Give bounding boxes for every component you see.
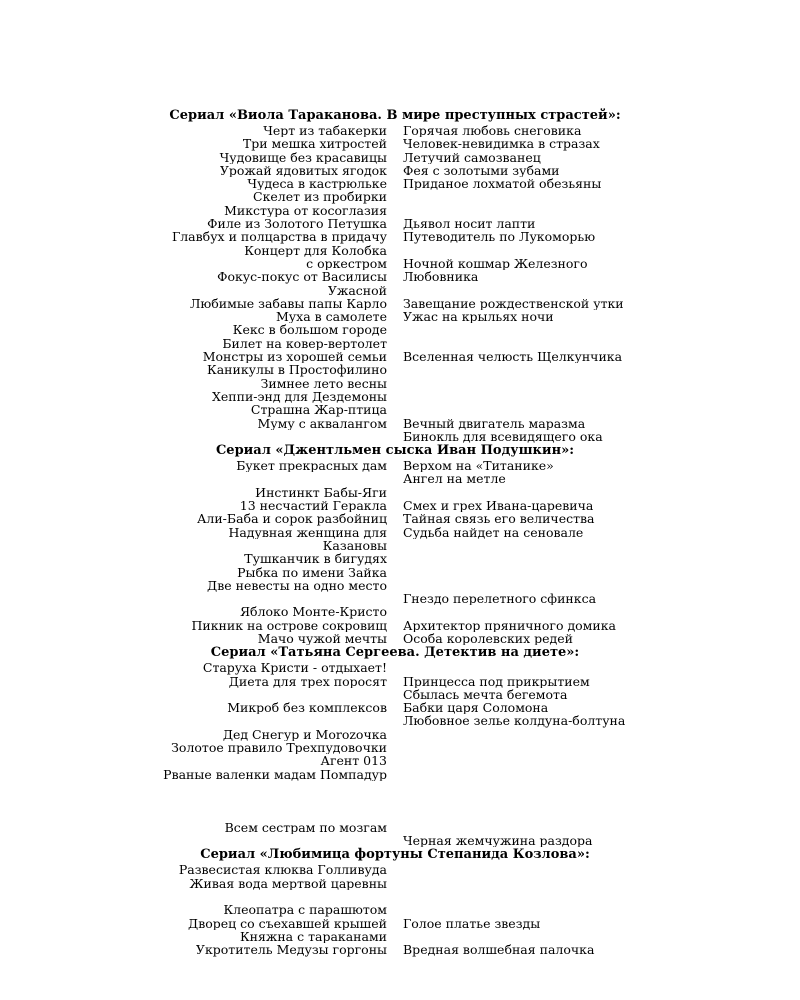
book-title: Ужас на крыльях ночи	[403, 310, 554, 324]
book-title: Ночной кошмар Железного	[403, 256, 588, 271]
book-title: Кекс в большом городе	[232, 323, 387, 337]
book-title: Ангел на метле	[403, 472, 506, 486]
book-title	[395, 808, 635, 821]
book-title: Голое платье звезды	[403, 916, 541, 930]
book-title: Любовника	[403, 270, 479, 284]
book-title: Тушканчик в бигудях	[244, 552, 387, 566]
book-title: Скелет из пробирки	[253, 190, 387, 204]
book-title: Ужасной	[327, 283, 387, 297]
book-column-right	[395, 459, 635, 645]
book-title: Пикник на острове сокровищ	[191, 618, 387, 632]
book-title	[395, 284, 635, 297]
book-title	[395, 363, 635, 376]
book-title: Агент 013	[320, 754, 387, 768]
series-heading: Сериал «Виола Тараканова. В мире преступных страстей»:	[169, 108, 621, 123]
book-title: Судьба найдет на сеновале	[403, 525, 584, 539]
book-title	[395, 661, 635, 674]
book-column-left	[155, 124, 395, 443]
book-title: Укротитель Медузы горгоны	[195, 943, 387, 957]
book-title: Дьявол носит лапти	[403, 217, 536, 231]
book-title	[395, 930, 635, 943]
book-title: Гнездо перелетного сфинкса	[403, 592, 597, 606]
book-title	[395, 754, 635, 767]
book-title	[395, 244, 635, 257]
book-title: Дворец со съехавшей крышей	[188, 916, 387, 930]
book-title: Зимнее лето весны	[260, 376, 387, 390]
book-title: Концерт для Колобка	[244, 243, 387, 257]
book-title	[395, 566, 635, 579]
book-title	[395, 741, 635, 754]
series-book-list	[155, 661, 635, 847]
book-title	[395, 377, 635, 390]
book-title: Летучий самозванец	[403, 150, 541, 164]
book-title: Завещание рождественской утки	[403, 296, 624, 311]
book-title: Черт из табакерки	[263, 124, 387, 138]
book-title	[395, 781, 635, 794]
book-title	[395, 768, 635, 781]
book-title: Монстры из хорошей семьи	[202, 350, 387, 364]
book-title: Бинокль для всевидящего ока	[403, 429, 603, 444]
book-title: Чудеса в кастрюльке	[247, 177, 387, 191]
book-title: Муму с аквалангом	[257, 416, 387, 430]
book-title	[155, 472, 395, 485]
book-title	[155, 592, 395, 605]
book-title: Архитектор пряничного домика	[403, 618, 616, 632]
book-title	[395, 486, 635, 499]
book-title: Рыбка по имени Зайка	[237, 565, 387, 579]
book-title: Любимые забавы папы Карло	[189, 296, 387, 311]
book-title: Микроб без комплексов	[227, 701, 387, 715]
book-title	[395, 552, 635, 565]
book-title: Княжна с тараканами	[239, 929, 387, 944]
book-title: Старуха Кристи - отдыхает!	[202, 661, 387, 675]
book-title: Вечный двигатель маразма	[403, 416, 586, 430]
book-title: 13 несчастий Геракла	[239, 499, 387, 513]
series-book-list	[155, 459, 635, 645]
book-title	[395, 323, 635, 336]
book-title: Фея с золотыми зубами	[403, 163, 560, 178]
book-title: Вредная волшебная палочка	[403, 943, 595, 957]
book-column-left	[155, 863, 395, 956]
book-title	[395, 539, 635, 552]
book-title: Золотое правило Трехпудовочки	[171, 741, 387, 755]
series-book-list	[155, 863, 635, 956]
book-title: Тайная связь его величества	[403, 512, 595, 526]
book-title: Горячая любовь снеговика	[403, 124, 582, 138]
book-title: Яблоко Монте-Кристо	[239, 605, 387, 619]
series-heading: Сериал «Любимица фортуны Степанида Козлова»:	[200, 847, 590, 863]
book-title	[155, 688, 395, 701]
book-title: Али-Баба и сорок разбойниц	[196, 512, 387, 526]
book-title: Дед Снегур и Morozочка	[222, 727, 387, 742]
book-title: Приданое лохматой обезьяны	[403, 177, 602, 191]
book-title	[395, 728, 635, 741]
book-title	[155, 794, 395, 807]
book-title: с оркестром	[306, 256, 387, 271]
book-title: Мачо чужой мечты	[257, 631, 387, 646]
book-title: Клеопатра с парашютом	[223, 903, 387, 917]
series-heading: Сериал «Джентльмен сыска Иван Подушкин»:	[215, 443, 575, 459]
book-title: Смех и грех Ивана-царевича	[403, 499, 594, 513]
book-title	[155, 890, 395, 903]
book-title: Живая вода мертвой царевны	[189, 876, 387, 891]
book-title: Каникулы в Простофилино	[207, 363, 387, 377]
book-title: Хеппи-энд для Дездемоны	[211, 389, 387, 404]
book-title	[395, 605, 635, 618]
book-title: Черная жемчужина раздора	[403, 834, 593, 848]
book-title	[395, 794, 635, 807]
book-title	[395, 877, 635, 890]
book-title	[155, 781, 395, 794]
series-heading: Сериал «Татьяна Сергеева. Детектив на диете»:	[210, 645, 580, 661]
book-title: Бабки царя Соломона	[403, 701, 549, 715]
document-page	[155, 108, 635, 957]
book-title	[395, 579, 635, 592]
book-title	[155, 714, 395, 727]
book-title: Три мешка хитростей	[242, 137, 387, 151]
book-title: Диета для трех поросят	[228, 674, 387, 688]
book-column-right	[395, 661, 635, 847]
book-title: Инстинкт Бабы-Яги	[255, 485, 387, 500]
book-title: Рваные валенки мадам Помпадур	[163, 767, 387, 781]
book-title	[155, 808, 395, 821]
book-column-left	[155, 459, 395, 645]
book-title: Вселенная челюсть Щелкунчика	[403, 350, 623, 364]
book-title	[395, 863, 635, 876]
book-title: Букет прекрасных дам	[236, 459, 387, 473]
book-title: Билет на ковер-вертолет	[222, 336, 387, 351]
book-title: Главбух и полцарства в придачу	[171, 230, 387, 244]
book-column-right	[395, 863, 635, 956]
book-title: Всем сестрам по мозгам	[224, 820, 387, 835]
book-title	[395, 337, 635, 350]
book-title: Урожай ядовитых ягодок	[219, 163, 387, 178]
book-title: Микстура от косоглазия	[224, 203, 387, 218]
book-title: Особа королевских редей	[403, 631, 573, 646]
book-title: Муха в самолете	[276, 310, 387, 324]
book-title: Сбылась мечта бегемота	[403, 687, 568, 702]
book-title: Верхом на «Титанике»	[403, 459, 554, 473]
book-column-left	[155, 661, 395, 847]
series-book-list	[155, 124, 635, 443]
book-title: Фокус-покус от Василисы	[217, 270, 387, 284]
book-title	[395, 390, 635, 403]
book-column-right	[395, 124, 635, 443]
book-title	[395, 890, 635, 903]
book-title: Любовное зелье колдуна-болтуна	[403, 714, 626, 728]
book-title: Принцесса под прикрытием	[403, 674, 590, 688]
book-title	[395, 190, 635, 203]
book-title: Надувная женщина для	[228, 525, 387, 539]
book-title	[395, 204, 635, 217]
book-title: Страшна Жар-птица	[250, 403, 387, 417]
book-title: Две невесты на одно место	[207, 578, 387, 593]
book-title: Развесистая клюква Голливуда	[178, 863, 387, 877]
book-title	[395, 403, 635, 416]
book-title: Чудовище без красавицы	[219, 150, 387, 164]
book-title: Филе из Золотого Петушка	[207, 217, 387, 231]
book-title	[395, 821, 635, 834]
book-title	[395, 903, 635, 916]
book-title: Человек-невидимка в стразах	[403, 137, 600, 151]
book-title: Путеводитель по Лукоморью	[403, 230, 596, 244]
book-title: Казановы	[322, 538, 387, 553]
